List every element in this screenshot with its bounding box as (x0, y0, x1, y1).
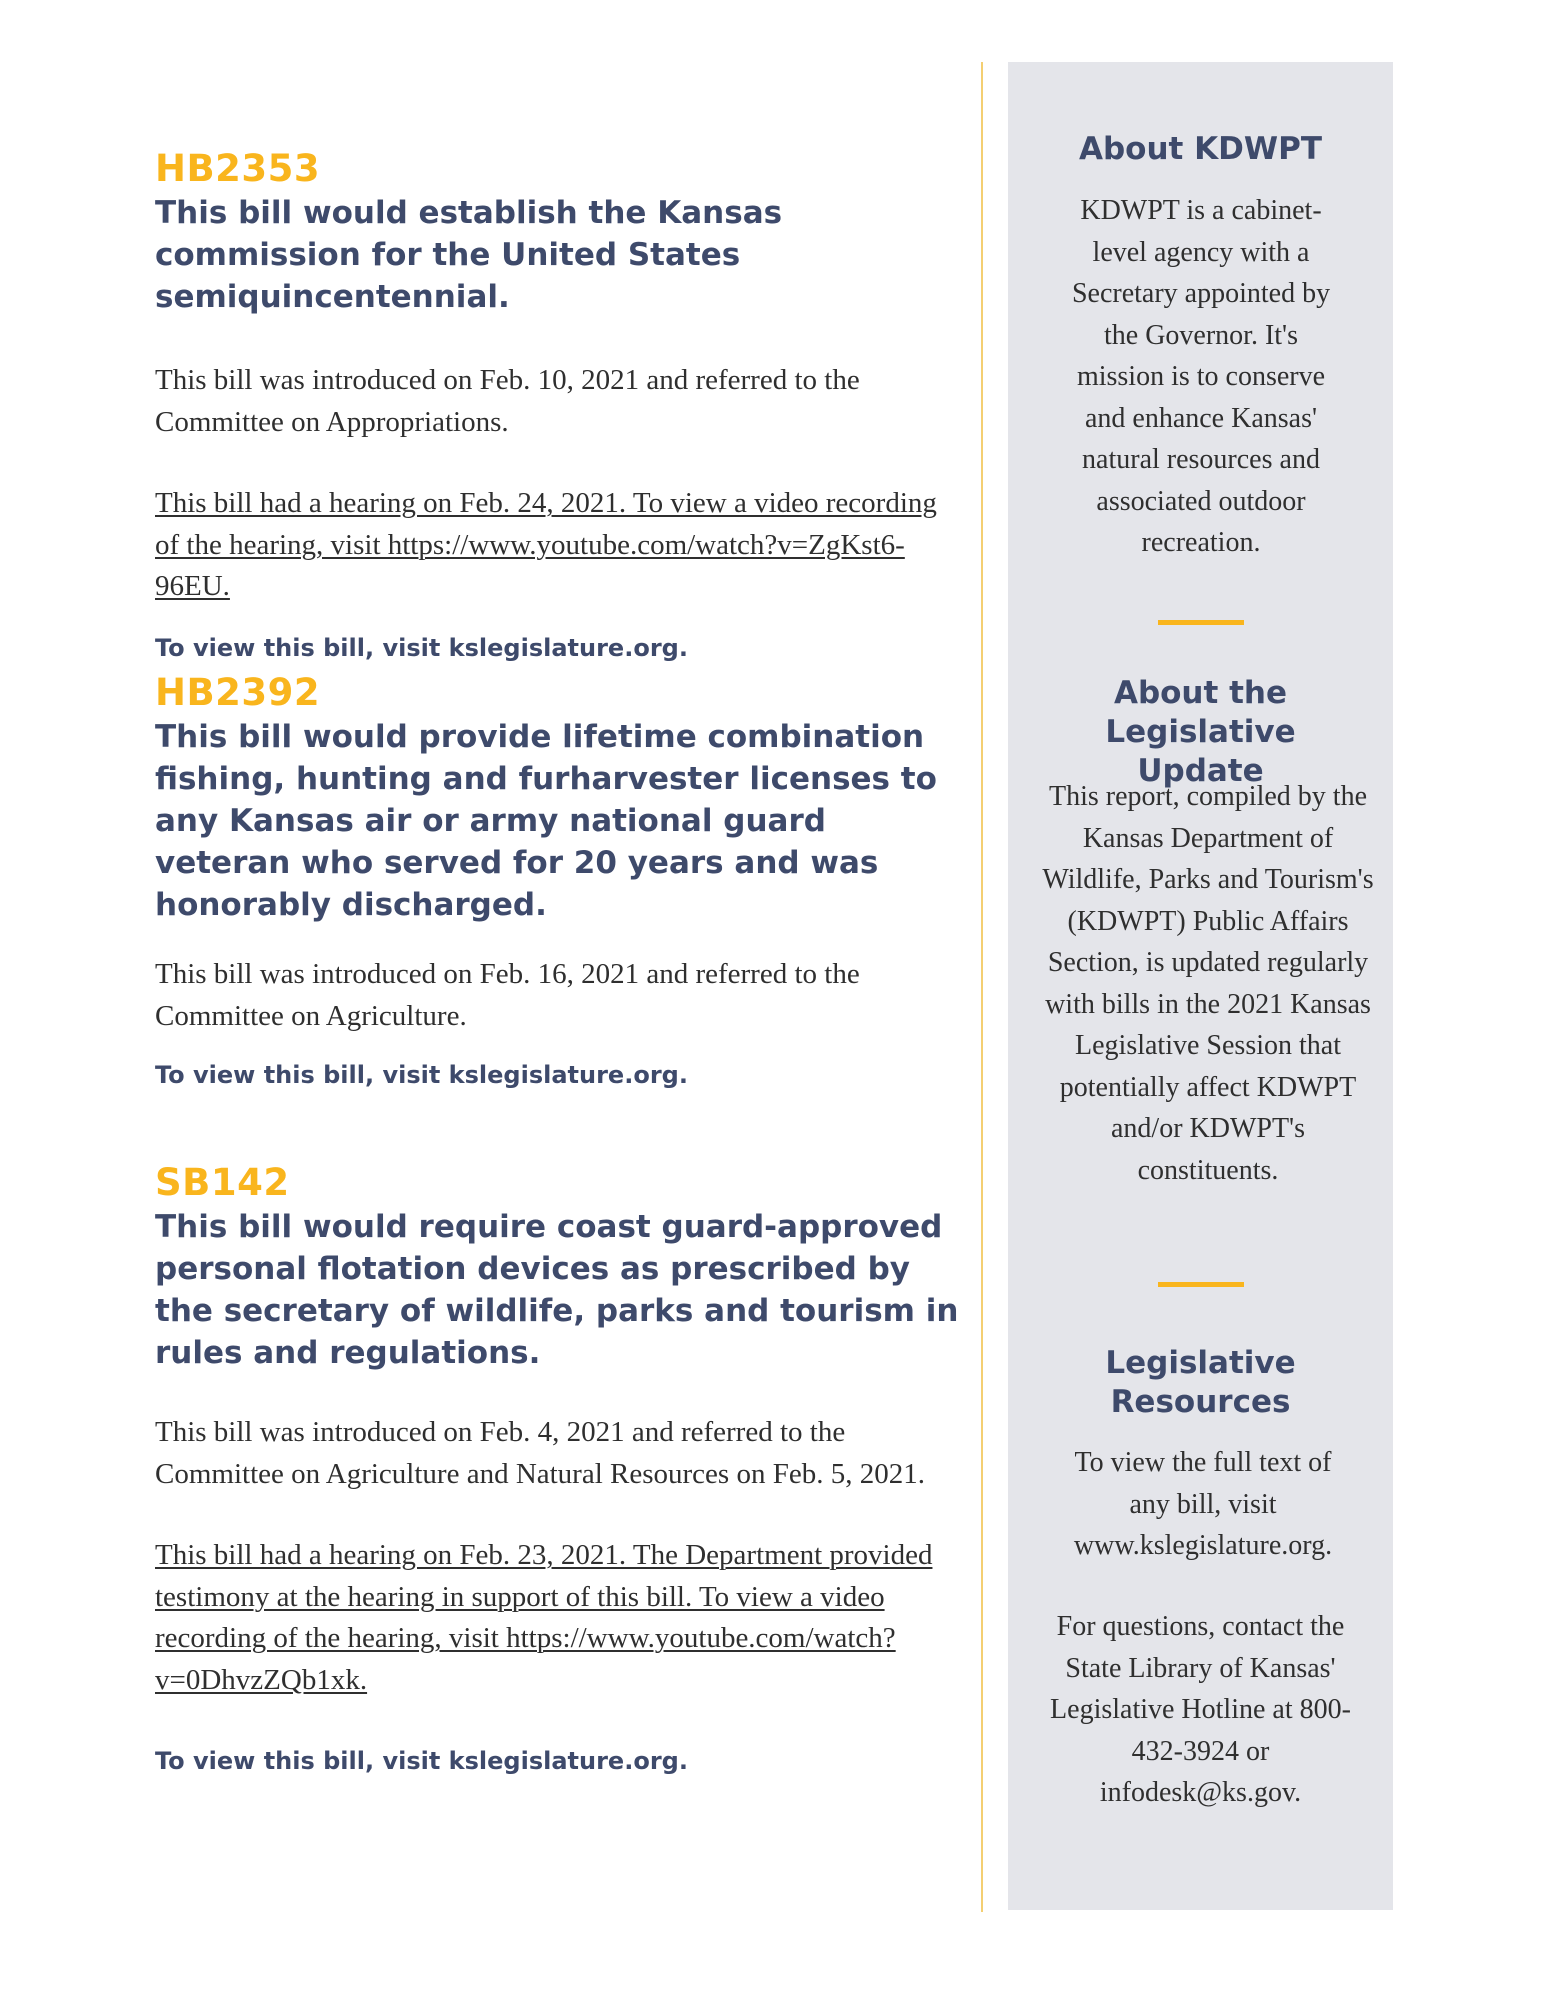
sidebar (1008, 62, 1393, 1910)
bill-hb2392 (155, 670, 965, 1091)
bill-hearing-link[interactable]: This bill had a hearing on Feb. 24, 2021. To view a video recording of the hearing, visit https://www.youtube.com/watch?v=ZgKst6-96EU. (155, 487, 937, 602)
sidebar-title-resources: Legislative Resources (1105, 1345, 1296, 1420)
sidebar-title-about-kdwpt: About KDWPT (1079, 131, 1322, 167)
bill-introduced: This bill was introduced on Feb. 16, 2021 and referred to the Committee on Agriculture. (155, 958, 860, 1032)
sidebar-text-resources-contact: For questions, contact the State Library of Kansas' Legislative Hotline at 800-432-3924 or infodesk@ks.gov. (1050, 1611, 1351, 1808)
bill-title: This bill would establish the Kansas commission for the United States semiquincentennial. (155, 195, 783, 315)
view-bill-link[interactable]: To view this bill, visit kslegislature.org. (155, 1061, 688, 1089)
bill-title: This bill would require coast guard-approved personal flotation devices as prescribed by the secretary of wildlife, parks and tourism in rules and regulations. (155, 1209, 959, 1371)
bill-id: HB2392 (155, 671, 321, 714)
bill-id: HB2353 (155, 147, 321, 190)
bill-introduced: This bill was introduced on Feb. 10, 2021 and referred to the Committee on Appropriations. (155, 364, 860, 438)
bill-hb2353 (155, 146, 965, 664)
bill-id: SB142 (155, 1161, 290, 1204)
bill-title: This bill would provide lifetime combination fishing, hunting and furharvester licenses to any Kansas air or army national guard veteran who served for 20 years and was honorably discharged. (155, 719, 937, 923)
sidebar-text-about-kdwpt: KDWPT is a cabinet-level agency with a Secretary appointed by the Governor. It's mission is to conserve and enhance Kansas' natural resources and associated outdoor recreation. (1071, 195, 1331, 558)
column-divider (981, 62, 983, 1912)
sidebar-divider (1158, 620, 1244, 625)
bill-introduced: This bill was introduced on Feb. 4, 2021 and referred to the Committee on Agriculture and Natural Resources on Feb. 5, 2021. (155, 1416, 925, 1490)
bill-sb142 (155, 1160, 965, 1777)
view-bill-link[interactable]: To view this bill, visit kslegislature.org. (155, 1747, 688, 1775)
sidebar-text-about-update: This report, compiled by the Kansas Department of Wildlife, Parks and Tourism's (KDWPT) Public Affairs Section, is updated regularly with bills in the 2021 Kansas Legislative Session that potentially affect KDWPT and/or KDWPT's constituents. (1042, 781, 1374, 1186)
sidebar-divider (1158, 1282, 1244, 1287)
bill-hearing-link[interactable]: This bill had a hearing on Feb. 23, 2021. The Department provided testimony at the hearing in support of this bill. To view a video recording of the hearing, visit https://www.youtube.com/watch?v=0DhvzZQb1xk. (155, 1539, 933, 1696)
sidebar-text-resources-view: To view the full text of any bill, visit www.kslegislature.org. (1073, 1447, 1333, 1561)
sidebar-title-about-update: About the Legislative Update (1105, 675, 1296, 789)
view-bill-link[interactable]: To view this bill, visit kslegislature.org. (155, 633, 688, 662)
